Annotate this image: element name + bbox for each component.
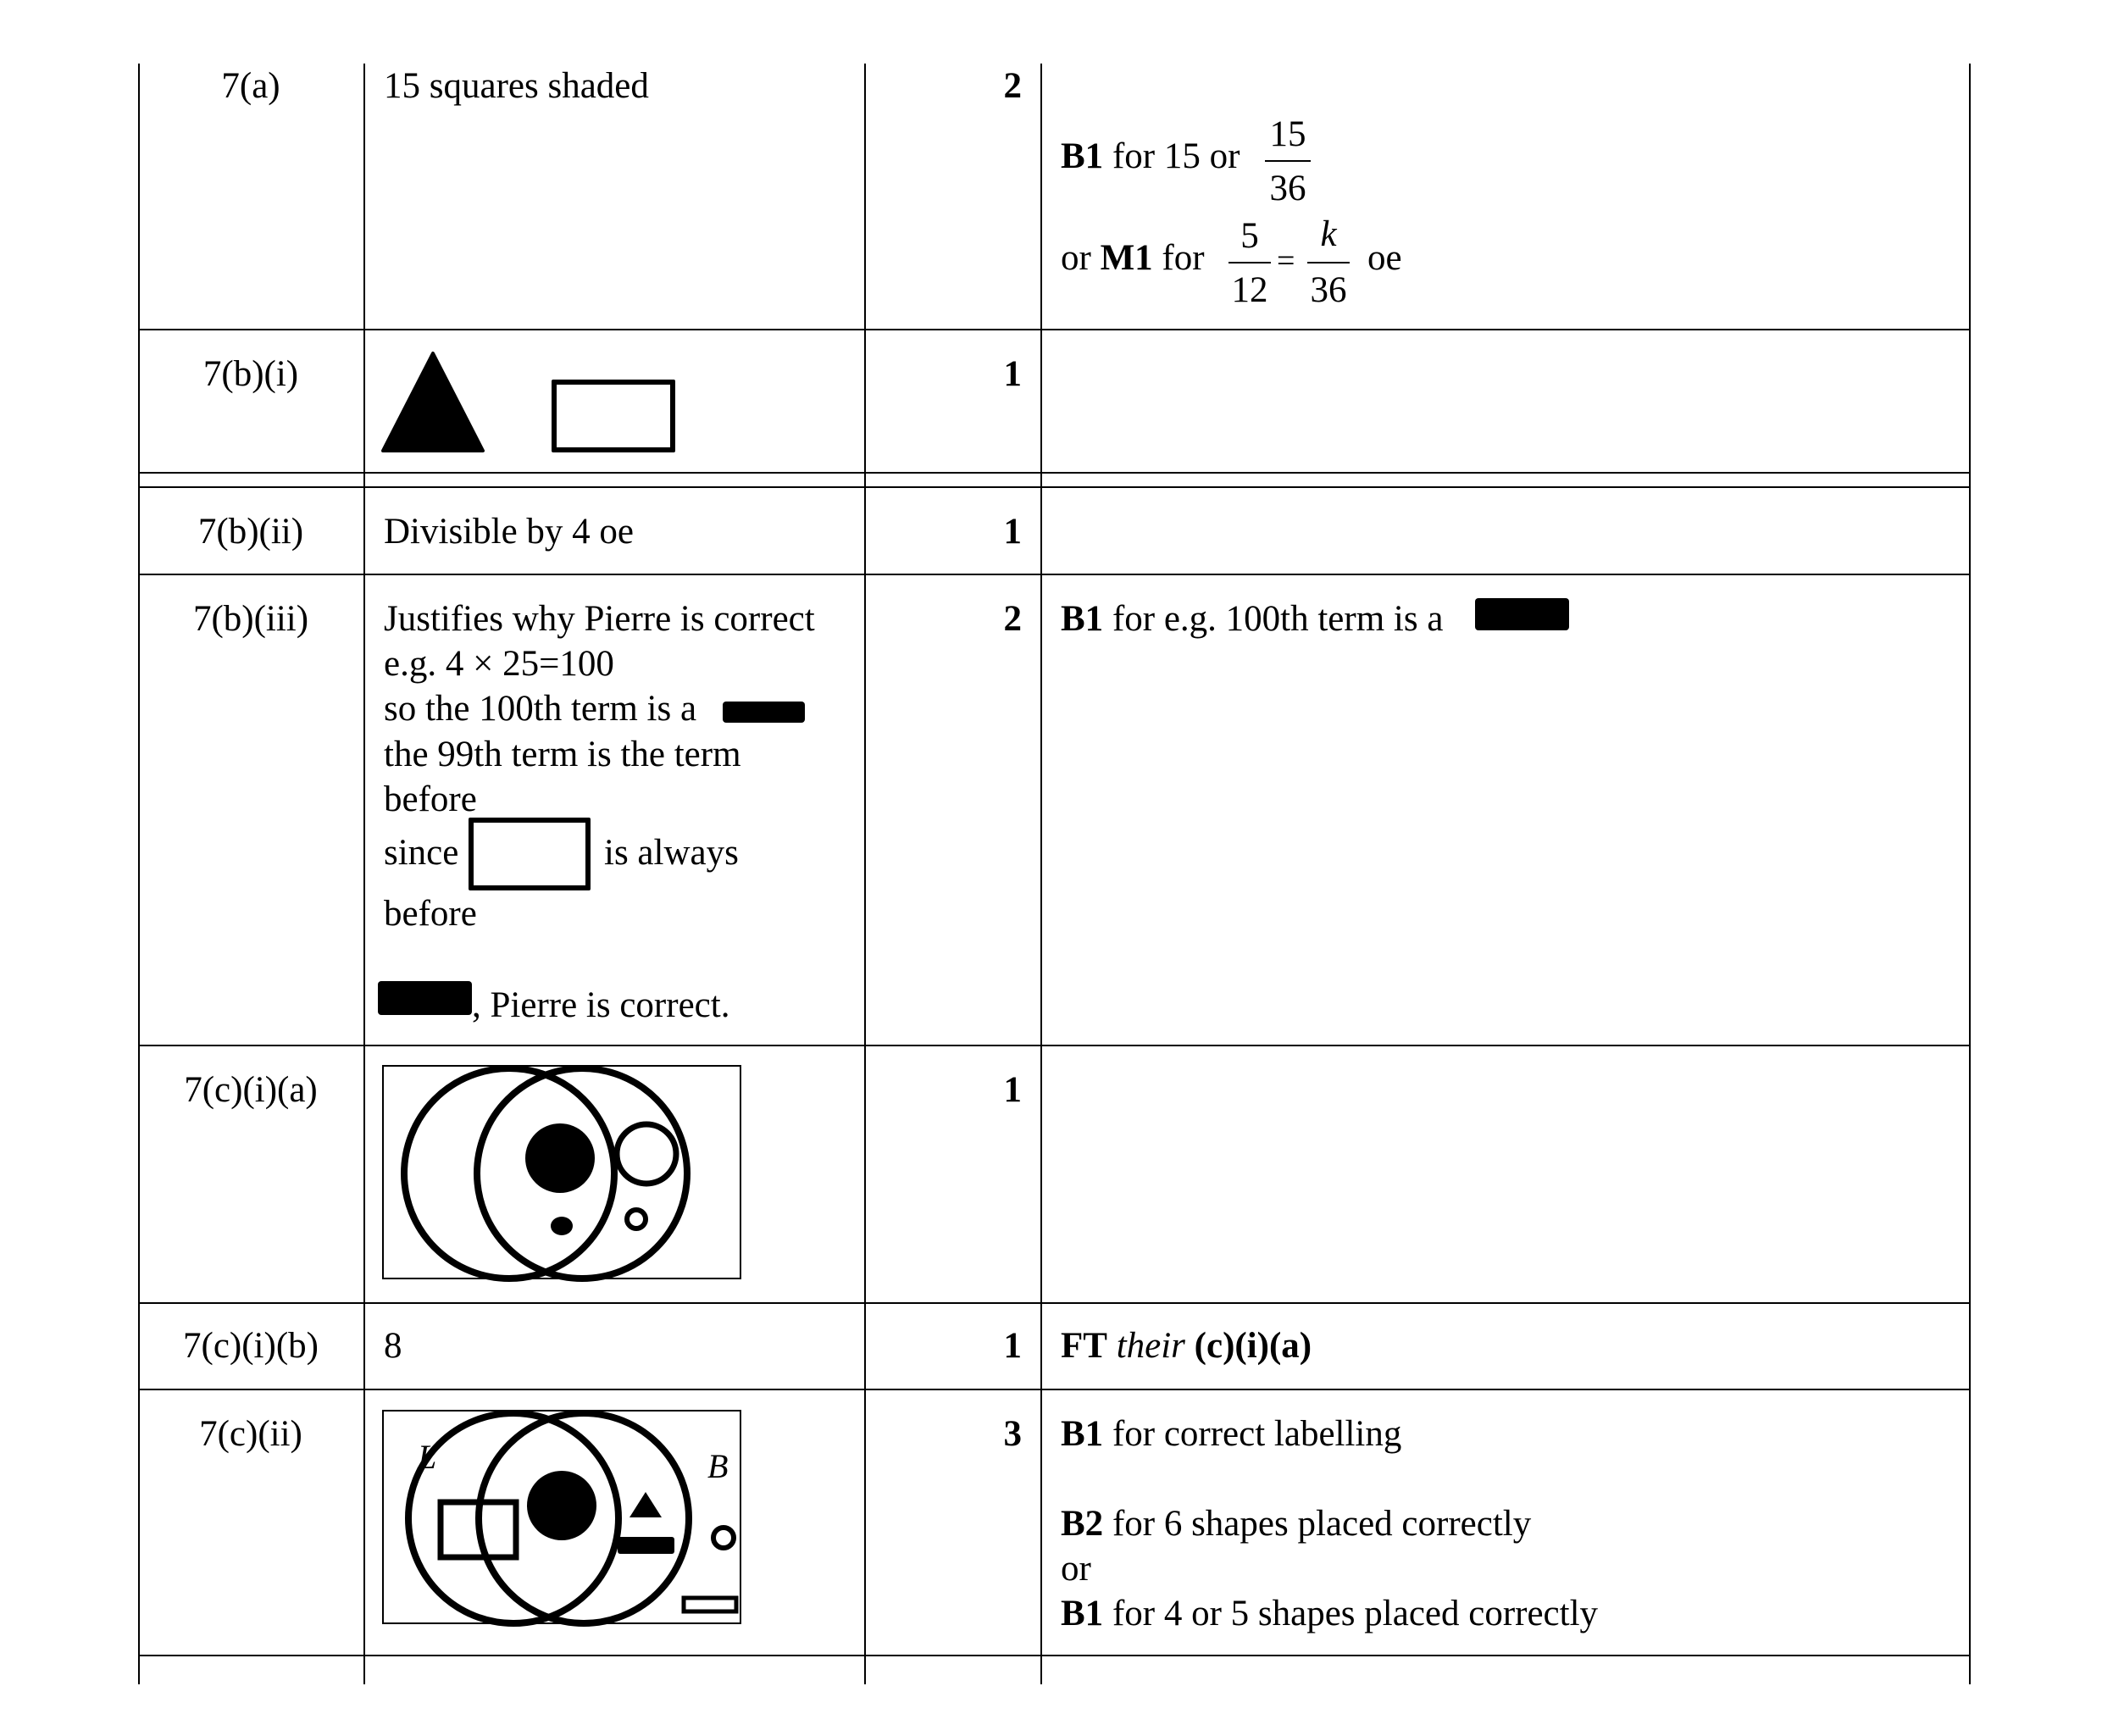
outline-rectangle-icon	[552, 380, 675, 452]
answer-text: 8	[384, 1326, 402, 1366]
guidance-text: oe	[1367, 238, 1402, 278]
black-bar-icon	[723, 702, 805, 723]
question-part: 7(c)(i)(a)	[184, 1070, 318, 1110]
question-part: 7(c)(ii)	[199, 1414, 302, 1454]
guidance-text: for correct labelling	[1112, 1414, 1402, 1454]
row-divider	[138, 1302, 1971, 1304]
question-part: 7(c)(i)(b)	[183, 1326, 319, 1366]
answer-line: e.g. 4 × 25=100	[384, 644, 614, 684]
marks: 1	[1003, 354, 1022, 394]
fraction-numerator: 5	[1240, 216, 1259, 256]
row-divider	[138, 329, 1971, 330]
guidance-line: or	[1061, 1549, 1091, 1589]
answer-line: is always	[604, 833, 739, 873]
answer-line: so the 100th term is a	[384, 689, 697, 729]
row-divider	[138, 574, 1971, 575]
answer-line: the 99th term is the term	[384, 735, 741, 774]
marks: 1	[1003, 512, 1022, 552]
guidance-line	[1061, 134, 1240, 179]
mark-code: FT	[1061, 1326, 1107, 1366]
answer-line: , Pierre is correct.	[472, 985, 730, 1025]
fraction-bar	[1307, 262, 1350, 263]
guidance-text: their	[1116, 1326, 1185, 1366]
marks: 1	[1003, 1326, 1022, 1366]
row-divider	[138, 1655, 1971, 1656]
fraction-denominator: 36	[1269, 169, 1306, 208]
mark-code: B1	[1061, 1594, 1104, 1633]
part-reference: (c)(i)(a)	[1194, 1326, 1312, 1366]
answer-text: Divisible by 4 oe	[384, 512, 634, 552]
guidance-line	[1061, 1591, 1598, 1636]
black-bar-icon	[378, 981, 472, 1015]
mark-code: B2	[1061, 1504, 1104, 1544]
set-label-L: L	[418, 1438, 437, 1476]
marks: 2	[1003, 66, 1022, 106]
mark-code: B1	[1061, 136, 1104, 176]
question-part: 7(b)(ii)	[197, 512, 304, 552]
row-divider	[138, 1389, 1971, 1390]
answer-text: 15 squares shaded	[384, 66, 649, 106]
guidance-text: for 6 shapes placed correctly	[1112, 1504, 1532, 1544]
answer-line: before	[384, 779, 477, 819]
guidance-line	[1061, 596, 1443, 641]
guidance-line	[1061, 1412, 1401, 1456]
guidance-text: for	[1162, 238, 1205, 278]
guidance-line	[1061, 1501, 1531, 1546]
mark-code: B1	[1061, 1414, 1104, 1454]
fraction-bar	[1228, 262, 1271, 263]
fraction-numerator: k	[1320, 214, 1337, 254]
guidance-text: or	[1061, 238, 1091, 278]
guidance-text: for 15 or	[1112, 136, 1240, 176]
marks: 1	[1003, 1070, 1022, 1110]
guidance-text: for e.g. 100th term is a	[1112, 599, 1444, 639]
mark-code: B1	[1061, 599, 1104, 639]
marks: 3	[1003, 1414, 1022, 1454]
set-label-B: B	[707, 1447, 729, 1485]
marks: 2	[1003, 599, 1022, 639]
row-divider	[138, 472, 1971, 474]
answer-line: since	[384, 833, 459, 873]
fraction-numerator: 15	[1269, 114, 1306, 154]
answer-line: before	[384, 894, 477, 934]
question-part: 7(b)(iii)	[192, 599, 309, 639]
question-part: 7(b)(i)	[202, 354, 299, 394]
venn-diagram-icon	[382, 1065, 742, 1281]
outline-rectangle-icon	[469, 818, 591, 890]
answer-line: Justifies why Pierre is correct	[384, 599, 815, 639]
guidance-text: for 4 or 5 shapes placed correctly	[1112, 1594, 1599, 1633]
guidance-line	[1061, 1323, 1312, 1368]
column-divider	[864, 64, 866, 1684]
filled-triangle-icon	[378, 349, 488, 455]
mark-code: M1	[1100, 238, 1153, 278]
fraction-denominator: 12	[1231, 270, 1268, 310]
row-divider	[138, 486, 1971, 488]
black-bar-icon	[1475, 598, 1569, 630]
fraction-bar	[1265, 160, 1311, 162]
guidance-line	[1061, 236, 1205, 280]
table-border-right	[1969, 64, 1971, 1684]
equals-sign: =	[1277, 243, 1295, 279]
column-divider	[363, 64, 365, 1684]
column-divider	[1040, 64, 1042, 1684]
table-border-left	[138, 64, 140, 1684]
row-divider	[138, 1045, 1971, 1046]
fraction-denominator: 36	[1310, 270, 1347, 310]
question-part: 7(a)	[221, 66, 280, 106]
